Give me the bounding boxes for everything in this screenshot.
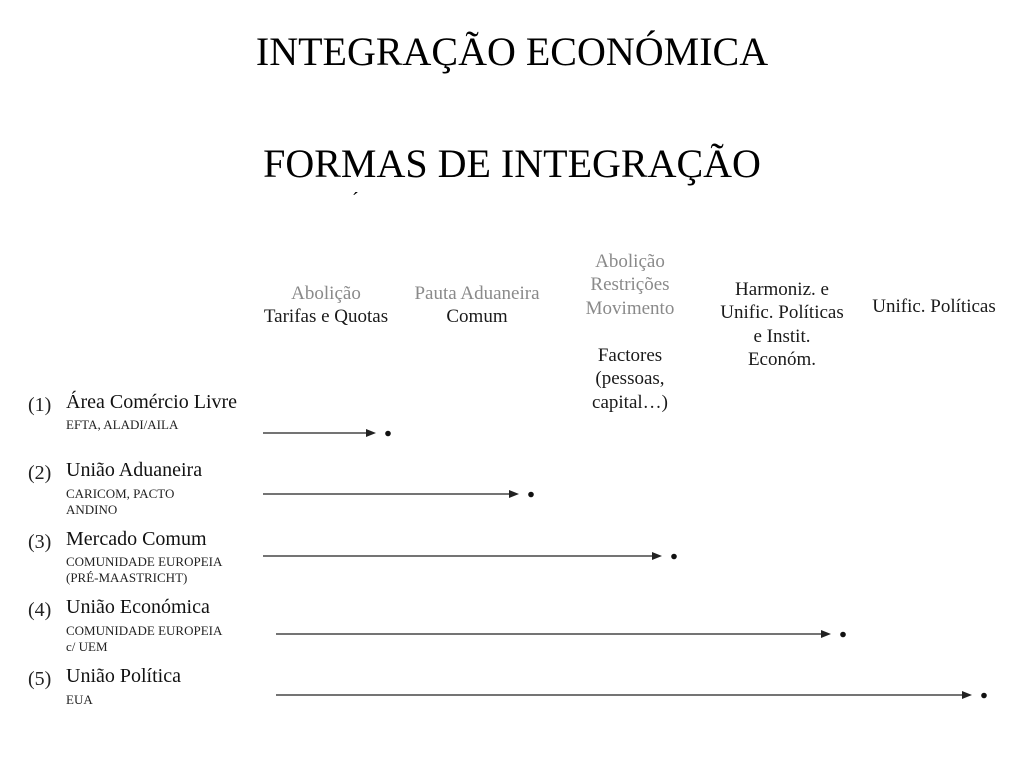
row-name: Mercado Comum — [66, 528, 207, 550]
arrow-end-dot — [671, 554, 677, 560]
row-name: União Económica — [66, 596, 210, 618]
row-examples: EUA — [66, 692, 93, 707]
column-header-line2: Factores (pessoas, capital…) — [592, 344, 668, 413]
column-header-line2: Harmoniz. e Unific. Políticas e Instit. Económ. — [720, 278, 844, 370]
row-name: Área Comércio Livre — [66, 391, 238, 413]
row-number: (2) — [28, 462, 52, 484]
arrow-head — [821, 630, 831, 638]
column-header-line1: Pauta Aduaneira — [414, 283, 540, 304]
column-header-line2: Comum — [446, 306, 508, 327]
column-header-line1: Abolição Restrições Movimento — [585, 250, 675, 319]
column-header-line1: Abolição — [291, 283, 361, 304]
arrow-end-dot — [981, 693, 987, 699]
arrow-head — [962, 691, 972, 699]
stray-accent-mark: ´ — [352, 189, 359, 211]
row-name: União Política — [66, 665, 181, 687]
row-number: (3) — [28, 531, 52, 553]
page-title: INTEGRAÇÃO ECONÓMICA — [255, 29, 769, 74]
arrow-end-dot — [840, 632, 846, 638]
row-examples: COMUNIDADE EUROPEIA c/ UEM — [66, 623, 223, 654]
row-number: (1) — [28, 394, 52, 416]
row-examples: EFTA, ALADI/AILA — [66, 417, 179, 432]
page-subtitle: FORMAS DE INTEGRAÇÃO — [263, 141, 761, 186]
arrow-head — [509, 490, 519, 498]
row-examples: CARICOM, PACTO ANDINO — [66, 486, 175, 517]
row-number: (5) — [28, 668, 52, 690]
arrow-head — [366, 429, 376, 437]
arrow-end-dot — [528, 492, 534, 498]
row-examples: COMUNIDADE EUROPEIA (PRÉ-MAASTRICHT) — [66, 554, 223, 585]
arrow-end-dot — [385, 431, 391, 437]
arrow-head — [652, 552, 662, 560]
row-name: União Aduaneira — [66, 459, 203, 481]
column-header-line2: Tarifas e Quotas — [263, 306, 389, 327]
column-header-line2: Unific. Políticas — [872, 296, 996, 317]
row-number: (4) — [28, 599, 52, 621]
